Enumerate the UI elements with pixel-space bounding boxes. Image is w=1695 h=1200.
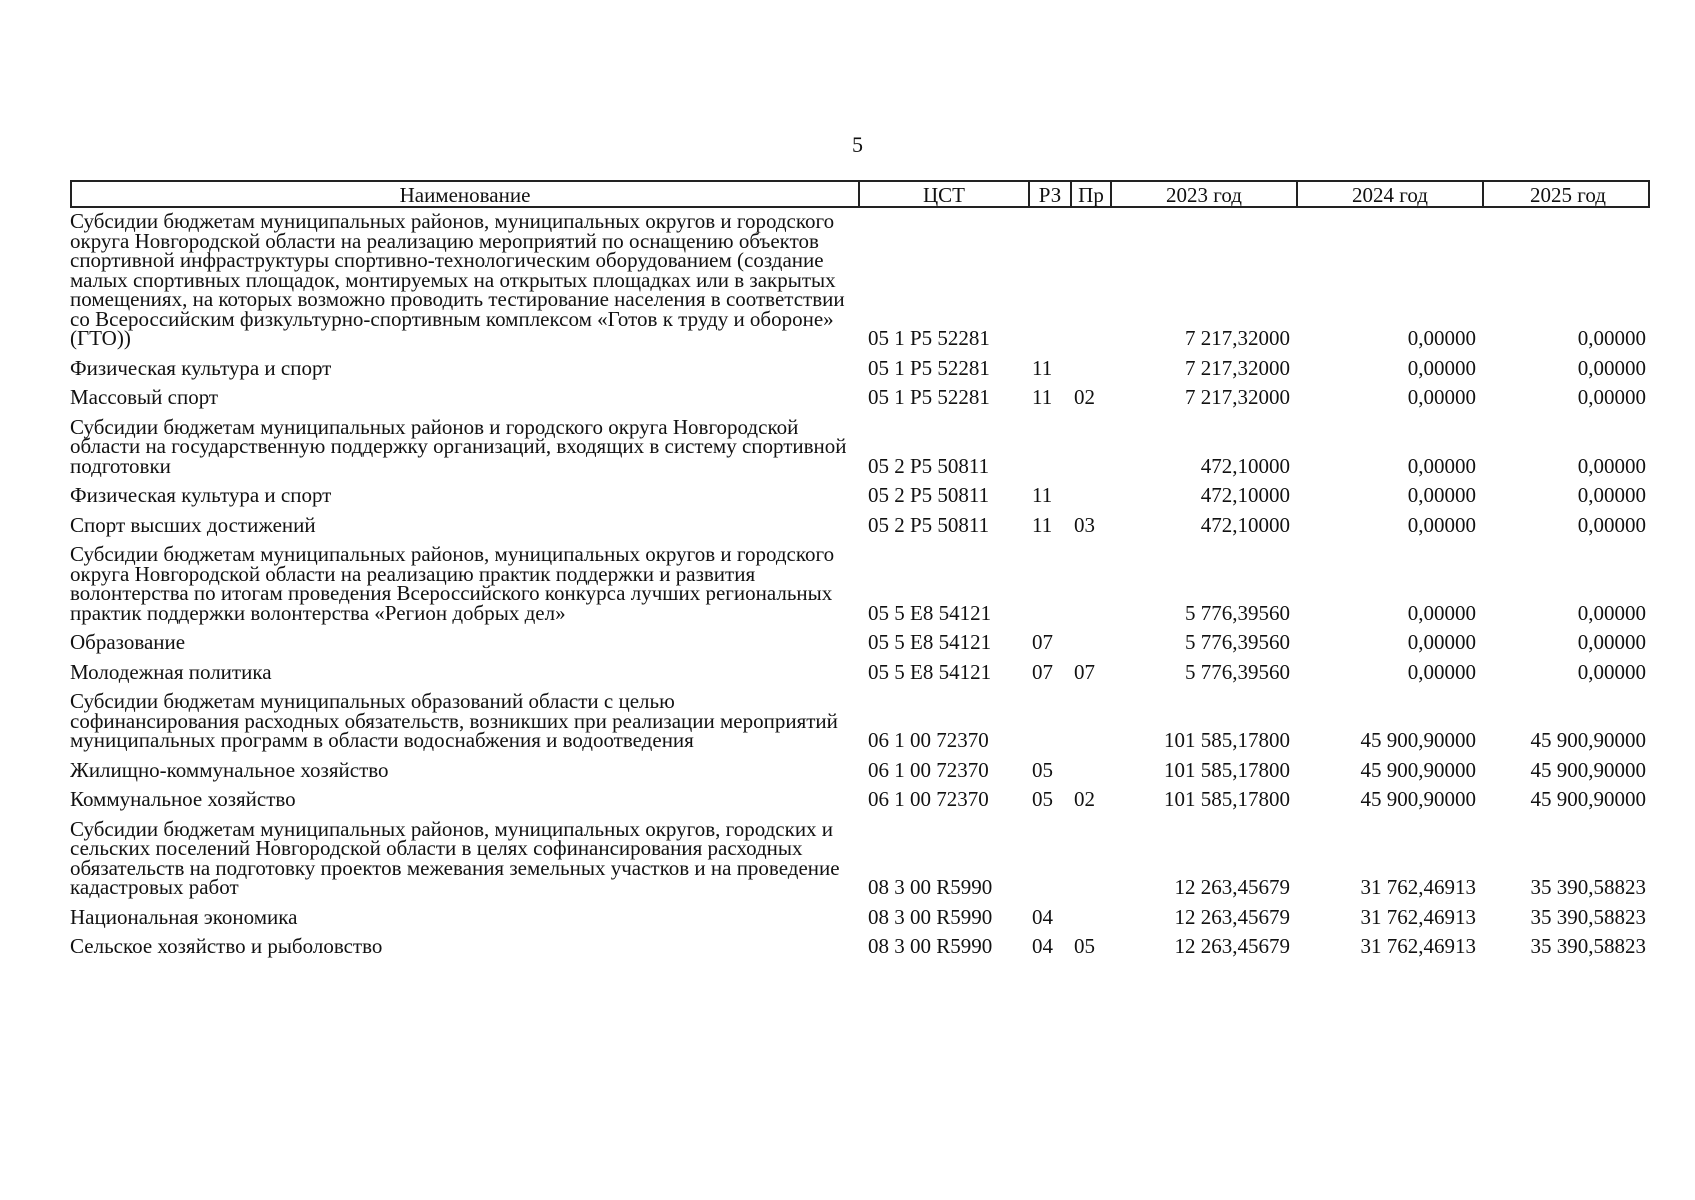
header-rz: РЗ (1028, 182, 1070, 208)
row-value-2025: 0,00000 (1577, 483, 1646, 507)
row-value-2024: 45 900,90000 (1360, 728, 1476, 752)
row-cst: 08 3 00 R5990 (868, 904, 993, 929)
row-cst: 08 3 00 R5990 (868, 875, 993, 899)
row-value-2024: 31 762,46913 (1360, 934, 1476, 958)
table-row (70, 630, 1650, 654)
row-value-2023: 472,10000 (1200, 512, 1290, 537)
row-cst: 05 1 Р5 52281 (868, 385, 990, 409)
table-body (70, 209, 1650, 958)
row-pr: 02 (1074, 787, 1095, 811)
row-value-2024: 31 762,46913 (1360, 904, 1476, 929)
row-rz: 11 (1032, 355, 1053, 380)
row-pr: 03 (1074, 512, 1095, 537)
row-name: Физическая культура и спорт (70, 355, 332, 380)
row-value-2025: 45 900,90000 (1530, 728, 1646, 752)
header-name: Наименование (399, 183, 531, 207)
row-cst: 05 1 Р5 52281 (868, 355, 990, 380)
row-cst: 05 2 Р5 50811 (868, 483, 990, 507)
row-value-2025: 0,00000 (1577, 630, 1646, 654)
row-pr: 05 (1074, 934, 1095, 958)
row-value-2023: 12 263,45679 (1174, 904, 1290, 929)
row-name: Субсидии бюджетам муниципальных районов, муниципальных округов, городских и сельских поселений Новгородской области в целях софинансирования расходных обязательств на подготовку проектов межевания земельных участков и на проведение кадастровых работ (70, 816, 840, 899)
row-value-2024: 0,00000 (1407, 453, 1476, 478)
row-name: Массовый спорт (70, 385, 219, 409)
page-number: 5 (852, 132, 863, 157)
table-row (70, 385, 1650, 409)
row-rz: 05 (1032, 757, 1053, 782)
table-row (70, 689, 1650, 752)
header-2023: 2023 год (1110, 182, 1296, 208)
row-value-2024: 0,00000 (1407, 326, 1476, 350)
table-row (70, 934, 1650, 958)
row-value-2024: 45 900,90000 (1360, 787, 1476, 811)
row-cst: 05 2 Р5 50811 (868, 512, 990, 537)
row-value-2024: 45 900,90000 (1360, 757, 1476, 782)
row-pr: 02 (1074, 385, 1095, 409)
table-row (70, 355, 1650, 380)
budget-table (70, 180, 1650, 957)
row-cst: 06 1 00 72370 (868, 728, 989, 752)
row-name: Субсидии бюджетам муниципальных районов, муниципальных округов и городского округа Новгородской области на реализацию практик поддержки и развития волонтерства по итогам проведения Всероссийского конкурса лучших региональных практик поддержки волонтерства «Регион добрых дел» (70, 542, 835, 625)
row-value-2025: 35 390,58823 (1530, 934, 1646, 958)
row-rz: 11 (1032, 512, 1053, 537)
table-row (70, 659, 1650, 684)
row-name: Коммунальное хозяйство (70, 787, 296, 811)
row-name: Спорт высших достижений (70, 512, 316, 537)
row-name: Субсидии бюджетам муниципальных районов, муниципальных округов и городского округа Новгородской области на реализацию мероприятий по оснащению объектов спортивной инфраструктуры спортивно-технологическим оборудованием (создание малых спортивных площадок, монтируемых на открытых площадках или в закрытых помещениях, на которых возможно проводить тестирование населения в соответствии со Всероссийским физкультурно-спортивным комплексом «Готов к труду и обороне» (ГТО)) (70, 209, 845, 350)
row-value-2023: 101 585,17800 (1164, 787, 1290, 811)
row-value-2023: 5 776,39560 (1185, 630, 1290, 654)
row-name: Образование (70, 630, 186, 654)
header-2024: 2024 год (1296, 182, 1482, 208)
row-value-2025: 0,00000 (1577, 600, 1646, 625)
row-name: Субсидии бюджетам муниципальных образований области с целью софинансирования расходных обязательств, возникших при реализации мероприятий муниципальных программ в области водоснабжения и водоотведения (70, 689, 838, 752)
row-value-2024: 0,00000 (1407, 600, 1476, 625)
table-header (70, 180, 1650, 208)
row-value-2024: 0,00000 (1407, 659, 1476, 684)
row-rz: 04 (1032, 904, 1053, 929)
row-value-2023: 7 217,32000 (1185, 355, 1290, 380)
row-name: Физическая культура и спорт (70, 483, 332, 507)
row-value-2024: 0,00000 (1407, 630, 1476, 654)
row-value-2025: 0,00000 (1577, 512, 1646, 537)
header-2025: 2025 год (1482, 182, 1652, 208)
row-rz: 07 (1032, 659, 1053, 684)
table-row (70, 512, 1650, 537)
row-value-2023: 12 263,45679 (1174, 934, 1290, 958)
row-value-2025: 0,00000 (1577, 453, 1646, 478)
row-value-2025: 0,00000 (1577, 385, 1646, 409)
row-name: Жилищно-коммунальное хозяйство (70, 757, 389, 782)
row-cst: 05 2 Р5 50811 (868, 453, 990, 478)
row-value-2023: 472,10000 (1200, 453, 1290, 478)
table-row (70, 209, 1650, 350)
row-cst: 06 1 00 72370 (868, 757, 989, 782)
row-rz: 07 (1032, 630, 1053, 654)
table-row (70, 816, 1650, 899)
row-value-2025: 45 900,90000 (1530, 757, 1646, 782)
row-rz: 11 (1032, 483, 1053, 507)
row-value-2023: 101 585,17800 (1164, 728, 1290, 752)
row-name: Субсидии бюджетам муниципальных районов и городского округа Новгородской области на государственную поддержку организаций, входящих в систему спортивной подготовки (70, 414, 847, 478)
table-row (70, 483, 1650, 507)
row-value-2023: 5 776,39560 (1185, 659, 1290, 684)
row-value-2025: 0,00000 (1577, 659, 1646, 684)
row-value-2024: 0,00000 (1407, 355, 1476, 380)
row-rz: 04 (1032, 934, 1053, 958)
table-row (70, 904, 1650, 929)
row-value-2023: 472,10000 (1200, 483, 1290, 507)
row-rz: 05 (1032, 787, 1053, 811)
row-value-2024: 0,00000 (1407, 483, 1476, 507)
row-pr: 07 (1074, 659, 1095, 684)
row-value-2023: 7 217,32000 (1185, 385, 1290, 409)
table-row (70, 757, 1650, 782)
header-pr: Пр (1070, 182, 1110, 208)
row-value-2025: 35 390,58823 (1530, 904, 1646, 929)
table-row (70, 542, 1650, 625)
row-name: Молодежная политика (70, 659, 272, 684)
row-value-2025: 0,00000 (1577, 355, 1646, 380)
row-name: Национальная экономика (70, 904, 298, 929)
row-cst: 08 3 00 R5990 (868, 934, 993, 958)
row-cst: 05 5 Е8 54121 (868, 630, 992, 654)
row-value-2023: 101 585,17800 (1164, 757, 1290, 782)
row-cst: 05 5 Е8 54121 (868, 600, 992, 625)
row-value-2023: 5 776,39560 (1185, 600, 1290, 625)
row-value-2023: 12 263,45679 (1174, 875, 1290, 899)
row-cst: 05 5 Е8 54121 (868, 659, 992, 684)
row-value-2023: 7 217,32000 (1185, 326, 1290, 350)
row-value-2024: 0,00000 (1407, 385, 1476, 409)
table-row (70, 787, 1650, 811)
row-value-2025: 35 390,58823 (1530, 875, 1646, 899)
header-cst: ЦСТ (858, 182, 1028, 208)
table-row (70, 414, 1650, 478)
row-value-2025: 0,00000 (1577, 326, 1646, 350)
row-value-2025: 45 900,90000 (1530, 787, 1646, 811)
row-cst: 06 1 00 72370 (868, 787, 989, 811)
row-name: Сельское хозяйство и рыболовство (70, 934, 383, 958)
row-value-2024: 0,00000 (1407, 512, 1476, 537)
row-rz: 11 (1032, 385, 1053, 409)
row-value-2024: 31 762,46913 (1360, 875, 1476, 899)
row-cst: 05 1 Р5 52281 (868, 326, 990, 350)
